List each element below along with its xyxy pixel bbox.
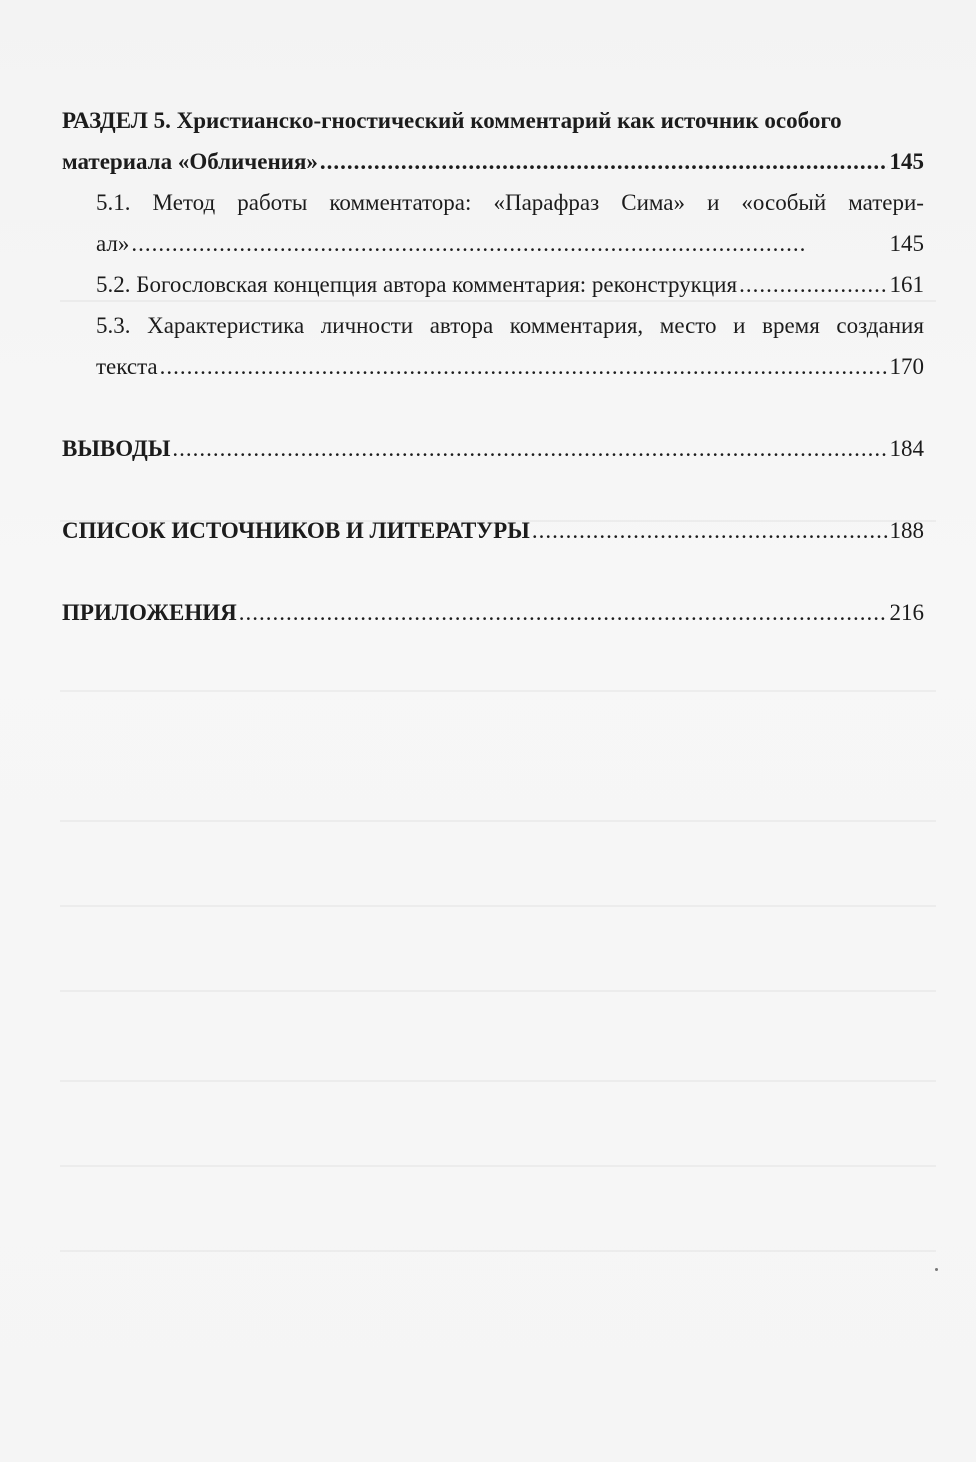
toc-entry-title-line-1: РАЗДЕЛ 5. Христианско-гностический комментарий как источник особого: [62, 108, 842, 133]
dot-leader: [172, 428, 887, 469]
toc-entry-title-line-1: [96, 182, 924, 223]
dot-leader: [160, 346, 888, 387]
bleed-through-line: [60, 905, 936, 907]
bleed-through-line: [60, 1250, 936, 1252]
word: комментария,: [509, 313, 644, 338]
word: «особый: [741, 190, 827, 215]
word: создания: [836, 313, 924, 338]
toc-entry-line: [96, 264, 924, 305]
spacer: [62, 551, 924, 592]
word: и: [733, 313, 746, 338]
toc-page-number: 145: [889, 149, 924, 174]
word: 5.1.: [96, 190, 131, 215]
toc-page-number: 188: [889, 518, 924, 543]
spacer: [62, 469, 924, 510]
toc-entry-title-line-2: [96, 223, 924, 264]
toc-entry-title: материала «Обличения»: [62, 149, 318, 174]
word: и: [707, 190, 720, 215]
print-speck: [935, 1268, 938, 1271]
word: 5.3.: [96, 313, 131, 338]
table-of-contents: [62, 100, 924, 633]
word: время: [762, 313, 820, 338]
toc-page-number: 216: [889, 600, 924, 625]
bleed-through-line: [60, 1165, 936, 1167]
dot-leader: [131, 223, 807, 264]
toc-entry-title: ал»: [96, 231, 130, 256]
word: «Парафраз: [493, 190, 600, 215]
toc-entry-title: ПРИЛОЖЕНИЯ: [62, 600, 237, 625]
toc-entry-5-3[interactable]: [62, 305, 924, 387]
toc-page-number: 161: [889, 272, 924, 297]
toc-entry-title-line-2: [96, 346, 924, 387]
toc-entry-appendices[interactable]: [62, 592, 924, 633]
word: место: [659, 313, 717, 338]
toc-entry-conclusions[interactable]: [62, 428, 924, 469]
bleed-through-line: [60, 690, 936, 692]
word: комментатора:: [329, 190, 472, 215]
word: личности: [320, 313, 414, 338]
word: автора: [429, 313, 494, 338]
toc-page-number: 170: [889, 354, 924, 379]
word: матери-: [848, 190, 924, 215]
toc-entry-title: текста: [96, 354, 158, 379]
word: работы: [237, 190, 308, 215]
bleed-through-line: [60, 990, 936, 992]
toc-entry-bibliography[interactable]: [62, 510, 924, 551]
toc-entry-title-line-1: [96, 305, 924, 346]
dot-leader: [239, 592, 888, 633]
toc-page-number: 184: [889, 436, 924, 461]
toc-entry-title: ВЫВОДЫ: [62, 436, 171, 461]
toc-entry-title-line-2: [62, 141, 924, 182]
toc-entry-section-5[interactable]: [62, 100, 924, 182]
spacer: [62, 387, 924, 428]
word: Сима»: [621, 190, 686, 215]
word: Метод: [152, 190, 216, 215]
dot-leader: [320, 141, 888, 182]
toc-entry-title: СПИСОК ИСТОЧНИКОВ И ЛИТЕРАТУРЫ: [62, 518, 530, 543]
bleed-through-line: [60, 1080, 936, 1082]
word: Характеристика: [147, 313, 305, 338]
toc-entry-5-2[interactable]: [62, 264, 924, 305]
dot-leader: [739, 264, 887, 305]
toc-page-number: 145: [889, 231, 924, 256]
toc-entry-title: 5.2. Богословская концепция автора комментария: реконструкция: [96, 272, 738, 297]
toc-entry-5-1[interactable]: [62, 182, 924, 264]
dot-leader: [532, 510, 888, 551]
bleed-through-line: [60, 820, 936, 822]
